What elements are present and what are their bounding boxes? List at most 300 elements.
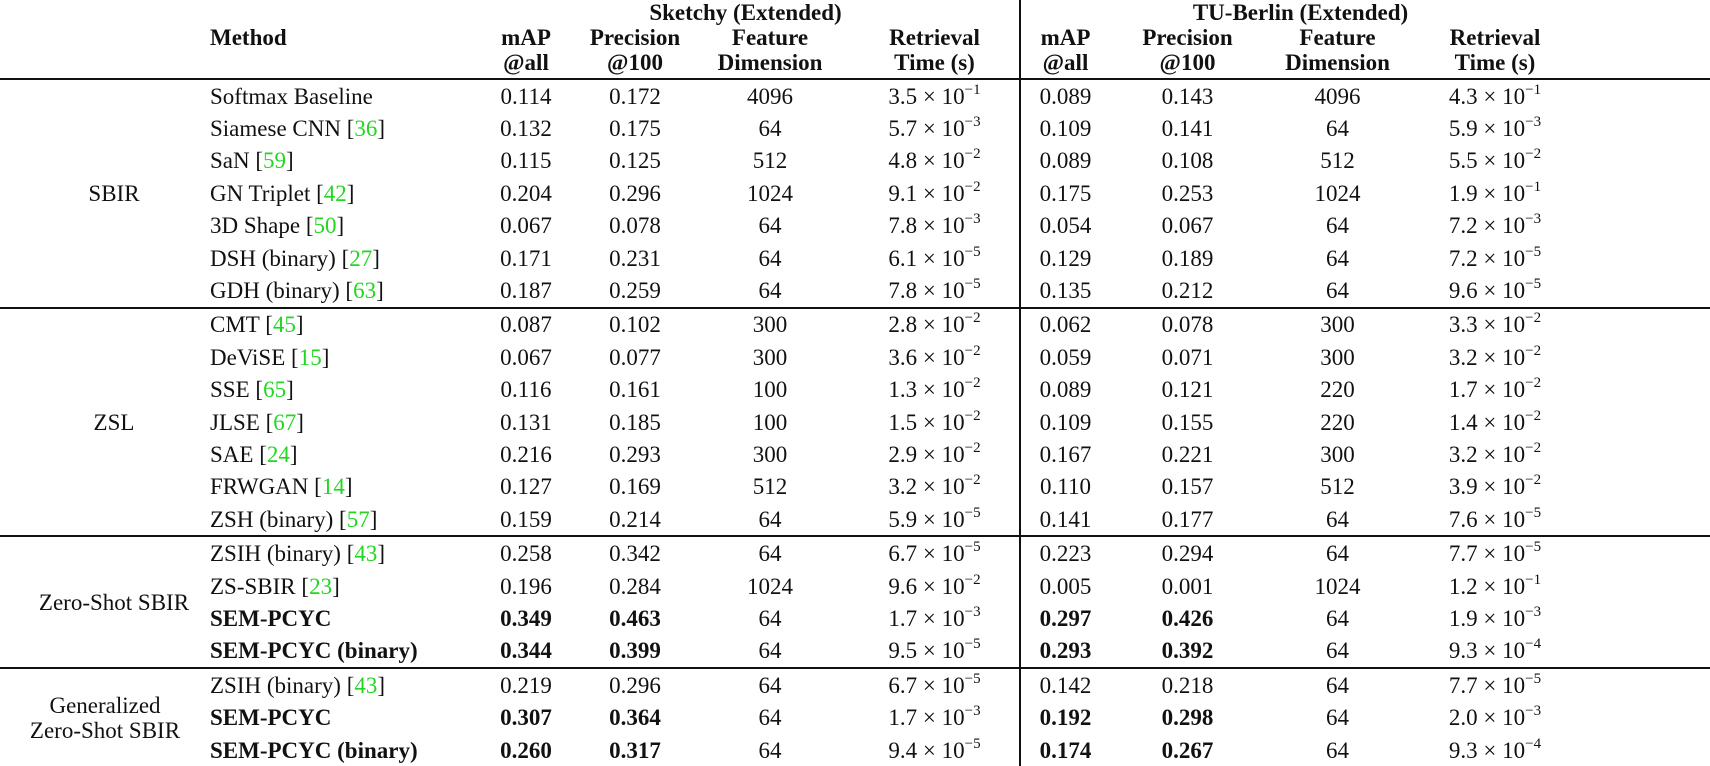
time-exponent: −2 — [964, 342, 981, 359]
sketchy-map-cell: 0.349 — [500, 605, 552, 631]
sketchy-dim-cell: 64 — [758, 705, 782, 731]
times-ten: × 10 — [1477, 506, 1526, 532]
times-ten: × 10 — [1477, 705, 1526, 731]
tuberlin-dim-cell: 1024 — [1314, 180, 1361, 206]
method-name: ZS-SBIR — [210, 573, 296, 599]
sketchy-prec-cell: 0.342 — [580, 536, 690, 569]
tuberlin-dim-cell: 300 — [1320, 344, 1355, 370]
sketchy-dim-cell: 64 — [758, 213, 782, 239]
spacer — [1580, 503, 1710, 536]
tuberlin-time-cell — [1410, 341, 1580, 373]
method-name: SSE — [210, 377, 250, 403]
time-mantissa: 1.9 — [1448, 605, 1478, 631]
time-mantissa: 3.3 — [1448, 312, 1478, 338]
method-cell — [210, 79, 472, 112]
times-ten: × 10 — [1477, 213, 1526, 239]
time-mantissa: 5.5 — [1448, 148, 1478, 174]
citation-link[interactable]: 57 — [346, 506, 370, 532]
time-mantissa: 6.7 — [888, 672, 918, 698]
table-row — [0, 602, 1710, 634]
column-header-line: Dimension — [1285, 50, 1390, 75]
citation-link[interactable]: 24 — [266, 441, 290, 467]
spacer — [1580, 374, 1710, 406]
tuberlin-map-cell: 0.142 — [1020, 668, 1110, 701]
sketchy-dim-cell: 100 — [752, 409, 788, 435]
column-header-line: Precision — [1142, 25, 1233, 50]
table-row — [0, 536, 1710, 569]
times-ten: × 10 — [917, 474, 965, 500]
sketchy-dim-cell: 64 — [758, 245, 782, 271]
tuberlin-time-cell — [1410, 374, 1580, 406]
sketchy-time-cell — [850, 570, 1020, 602]
method-cell: GDH (binary) [63] — [210, 278, 384, 304]
sketchy-prec-cell: 0.293 — [609, 441, 661, 467]
time-exponent: −5 — [964, 504, 981, 521]
citation-link[interactable]: 23 — [309, 573, 333, 599]
method-cell: FRWGAN [14] — [210, 474, 353, 500]
sketchy-time-cell — [850, 145, 1020, 177]
tuberlin-dim-cell: 64 — [1326, 245, 1349, 271]
tuberlin-map-cell: 0.089 — [1020, 79, 1110, 112]
times-ten: × 10 — [917, 344, 965, 370]
times-ten: × 10 — [917, 672, 965, 698]
group-label — [0, 79, 210, 308]
spacer — [1580, 536, 1710, 569]
time-exponent: −5 — [964, 243, 981, 260]
tuberlin-dim-cell: 64 — [1326, 116, 1349, 142]
times-ten: × 10 — [1477, 83, 1526, 109]
dataset-header-sketchy: Sketchy (Extended) — [649, 0, 842, 25]
column-header-line: Time (s) — [1454, 50, 1536, 75]
time-exponent: −4 — [1525, 735, 1542, 752]
sketchy-map-cell: 0.204 — [500, 180, 552, 206]
times-ten: × 10 — [1477, 541, 1526, 567]
time-mantissa: 3.2 — [1448, 344, 1478, 370]
sketchy-map-cell: 0.131 — [500, 409, 552, 435]
spacer — [1580, 701, 1710, 733]
table-row — [0, 374, 1710, 406]
time-mantissa: 5.9 — [888, 506, 918, 532]
sketchy-dim-cell: 300 — [752, 441, 788, 467]
method-name: SEM-PCYC — [210, 605, 332, 631]
sketchy-prec-cell: 0.296 — [609, 180, 661, 206]
time-exponent: −1 — [964, 81, 981, 98]
tuberlin-dim-cell: 300 — [1265, 308, 1410, 341]
tuberlin-dim-cell: 1024 — [1314, 573, 1361, 599]
time-mantissa: 4.8 — [888, 148, 918, 174]
tuberlin-dim-cell: 64 — [1326, 705, 1349, 731]
column-header-line: Retrieval — [1449, 25, 1541, 50]
spacer — [1580, 668, 1710, 701]
time-mantissa: 3.9 — [1448, 474, 1478, 500]
column-header-tuberlin-1 — [1110, 25, 1265, 79]
tuberlin-time-cell — [1410, 242, 1580, 274]
time-exponent: −1 — [1525, 571, 1542, 588]
time-exponent: −2 — [1525, 342, 1542, 359]
time-mantissa: 7.2 — [1448, 245, 1478, 271]
sketchy-prec-cell: 0.102 — [580, 308, 690, 341]
tuberlin-dim-cell: 64 — [1326, 506, 1349, 532]
table-row — [0, 274, 1710, 307]
time-exponent: −2 — [964, 310, 981, 327]
tuberlin-time-cell — [1410, 701, 1580, 733]
method-cell: ZS-SBIR [23] — [210, 573, 340, 599]
table-row — [0, 503, 1710, 536]
times-ten: × 10 — [917, 541, 965, 567]
sketchy-dim-cell: 64 — [758, 278, 782, 304]
tuberlin-prec-cell: 0.253 — [1161, 180, 1214, 206]
time-exponent: −5 — [1525, 670, 1542, 687]
tuberlin-map-cell: 0.174 — [1020, 734, 1110, 766]
sketchy-dim-cell: 512 — [752, 474, 788, 500]
sketchy-map-cell: 0.307 — [500, 705, 552, 731]
sketchy-dim-cell: 300 — [690, 308, 850, 341]
times-ten: × 10 — [917, 83, 965, 109]
times-ten: × 10 — [917, 312, 965, 338]
time-mantissa: 1.7 — [888, 705, 918, 731]
sketchy-time-cell — [850, 635, 1020, 668]
sketchy-time-cell — [850, 274, 1020, 307]
tuberlin-map-cell: 0.005 — [1020, 570, 1110, 602]
group-label-line: ZSL — [93, 409, 135, 435]
sketchy-dim-cell: 100 — [752, 377, 788, 403]
times-ten: × 10 — [1477, 474, 1526, 500]
sketchy-prec-cell: 0.175 — [609, 116, 661, 142]
time-exponent: −2 — [964, 407, 981, 424]
citation-link[interactable]: 42 — [323, 180, 347, 206]
citation-link[interactable]: 43 — [354, 672, 378, 698]
time-mantissa: 9.5 — [888, 638, 918, 664]
sketchy-map-cell: 0.219 — [472, 668, 580, 701]
table-row — [0, 635, 1710, 668]
sketchy-prec-cell: 0.259 — [609, 278, 661, 304]
time-mantissa: 5.7 — [888, 116, 918, 142]
time-exponent: −3 — [1525, 211, 1542, 228]
sketchy-dim-cell: 64 — [758, 638, 782, 664]
tuberlin-map-cell: 0.141 — [1020, 503, 1110, 536]
spacer — [1580, 341, 1710, 373]
method-name: GN Triplet — [210, 180, 311, 206]
column-header-sketchy-3 — [850, 25, 1020, 79]
tuberlin-prec-cell: 0.155 — [1161, 409, 1214, 435]
table-row — [0, 341, 1710, 373]
sketchy-dim-cell: 64 — [690, 668, 850, 701]
time-mantissa: 1.9 — [1448, 180, 1478, 206]
time-exponent: −5 — [964, 670, 981, 687]
times-ten: × 10 — [1477, 344, 1526, 370]
sketchy-map-cell: 0.127 — [500, 474, 552, 500]
sketchy-prec-cell: 0.077 — [609, 344, 661, 370]
tuberlin-prec-cell: 0.157 — [1161, 474, 1214, 500]
group-label — [0, 308, 210, 537]
sketchy-dim-cell: 64 — [758, 506, 782, 532]
sketchy-map-cell: 0.087 — [472, 308, 580, 341]
tuberlin-prec-cell: 0.143 — [1110, 79, 1265, 112]
times-ten: × 10 — [917, 737, 965, 763]
citation-link[interactable]: 45 — [272, 312, 296, 338]
sketchy-dim-cell: 1024 — [747, 180, 793, 206]
tuberlin-dim-cell: 64 — [1326, 737, 1349, 763]
column-header-tuberlin-2 — [1265, 25, 1410, 79]
method-name: JLSE — [210, 409, 260, 435]
sketchy-time-cell — [850, 734, 1020, 766]
tuberlin-prec-cell: 0.071 — [1161, 344, 1214, 370]
times-ten: × 10 — [1477, 573, 1526, 599]
tuberlin-dim-cell: 512 — [1320, 148, 1355, 174]
sketchy-time-cell — [850, 210, 1020, 242]
method-cell: JLSE [67] — [210, 409, 304, 435]
time-exponent: −3 — [964, 211, 981, 228]
tuberlin-prec-cell: 0.177 — [1161, 506, 1214, 532]
sketchy-prec-cell: 0.169 — [609, 474, 661, 500]
times-ten: × 10 — [1477, 377, 1526, 403]
method-cell — [210, 635, 472, 668]
time-exponent: −2 — [964, 375, 981, 392]
time-exponent: −3 — [1525, 114, 1542, 131]
spacer — [1580, 570, 1710, 602]
table-row — [0, 242, 1710, 274]
time-exponent: −4 — [1525, 636, 1542, 653]
time-mantissa: 9.1 — [888, 180, 918, 206]
sketchy-prec-cell: 0.231 — [609, 245, 661, 271]
tuberlin-map-cell: 0.297 — [1020, 602, 1110, 634]
sketchy-dim-cell: 512 — [752, 148, 788, 174]
times-ten: × 10 — [1477, 312, 1526, 338]
time-exponent: −2 — [1525, 375, 1542, 392]
sketchy-map-cell: 0.067 — [500, 213, 552, 239]
method-cell: CMT [45] — [210, 308, 472, 341]
sketchy-prec-cell: 0.317 — [609, 737, 661, 763]
times-ten: × 10 — [917, 638, 965, 664]
time-exponent: −2 — [964, 571, 981, 588]
sketchy-prec-cell: 0.399 — [609, 638, 661, 664]
time-exponent: −2 — [964, 146, 981, 163]
group-label-line: Zero-Shot SBIR — [38, 589, 190, 615]
time-exponent: −5 — [964, 539, 981, 556]
times-ten: × 10 — [917, 705, 965, 731]
method-cell: DeViSE [15] — [210, 344, 330, 370]
tuberlin-prec-cell: 0.267 — [1161, 737, 1214, 763]
group-label-line: Zero-Shot SBIR — [29, 717, 181, 743]
table-row — [0, 734, 1710, 766]
citation-link[interactable]: 63 — [353, 278, 377, 304]
times-ten: × 10 — [917, 605, 965, 631]
spacer — [1580, 274, 1710, 307]
times-ten: × 10 — [1477, 116, 1526, 142]
spacer — [1580, 79, 1710, 112]
times-ten: × 10 — [917, 180, 965, 206]
tuberlin-map-cell: 0.175 — [1020, 177, 1110, 209]
citation-link[interactable]: 50 — [313, 213, 337, 239]
method-cell: ZSIH (binary) [43] — [210, 536, 472, 569]
tuberlin-time-cell — [1410, 570, 1580, 602]
tuberlin-map-cell: 0.293 — [1020, 635, 1110, 668]
group-label-line: SBIR — [88, 180, 140, 206]
time-mantissa: 6.1 — [888, 245, 918, 271]
column-header-sketchy-0 — [472, 25, 580, 79]
tuberlin-dim-cell: 64 — [1265, 668, 1410, 701]
citation-link[interactable]: 43 — [354, 541, 378, 567]
method-name: Siamese CNN — [210, 116, 341, 142]
column-header-line: mAP — [501, 25, 551, 50]
tuberlin-map-cell: 0.110 — [1020, 471, 1110, 503]
time-exponent: −5 — [1525, 243, 1542, 260]
dataset-header-tuberlin: TU-Berlin (Extended) — [1020, 0, 1580, 25]
tuberlin-dim-cell: 220 — [1320, 377, 1355, 403]
sketchy-time-cell — [850, 242, 1020, 274]
column-header-line: Retrieval — [889, 25, 980, 50]
citation-link[interactable]: 14 — [321, 474, 345, 500]
column-header-line: Feature — [1299, 25, 1376, 50]
method-name: SaN — [210, 148, 250, 174]
tuberlin-prec-cell: 0.221 — [1161, 441, 1214, 467]
time-mantissa: 9.6 — [888, 573, 918, 599]
sketchy-map-cell: 0.114 — [472, 79, 580, 112]
citation-link[interactable]: 15 — [298, 344, 322, 370]
column-header-tuberlin-0 — [1020, 25, 1110, 79]
tuberlin-time-cell — [1410, 602, 1580, 634]
tuberlin-prec-cell: 0.108 — [1161, 148, 1214, 174]
spacer — [1580, 242, 1710, 274]
time-mantissa: 3.2 — [888, 474, 918, 500]
sketchy-prec-cell: 0.364 — [609, 705, 661, 731]
column-header-line: Feature — [731, 25, 809, 50]
sketchy-time-cell — [850, 341, 1020, 373]
time-mantissa: 2.8 — [888, 312, 918, 338]
spacer — [1580, 210, 1710, 242]
tuberlin-map-cell: 0.109 — [1020, 406, 1110, 438]
column-header-line: @100 — [607, 50, 663, 75]
method-cell: Siamese CNN [36] — [210, 116, 386, 142]
time-exponent: −1 — [1525, 178, 1542, 195]
time-mantissa: 7.2 — [1448, 213, 1478, 239]
column-header-line: @100 — [1159, 50, 1216, 75]
citation-link[interactable]: 67 — [273, 409, 297, 435]
time-mantissa: 3.5 — [888, 83, 918, 109]
times-ten: × 10 — [1477, 409, 1526, 435]
tuberlin-prec-cell: 0.294 — [1110, 536, 1265, 569]
times-ten: × 10 — [917, 278, 965, 304]
sketchy-time-cell — [850, 471, 1020, 503]
table-row — [0, 112, 1710, 144]
sketchy-prec-cell: 0.185 — [609, 409, 661, 435]
column-header-line: Dimension — [717, 50, 823, 75]
tuberlin-map-cell: 0.129 — [1020, 242, 1110, 274]
sketchy-time-cell — [850, 536, 1020, 569]
method-cell — [210, 734, 472, 766]
tuberlin-prec-cell: 0.121 — [1161, 377, 1214, 403]
column-header-line: @all — [503, 50, 549, 75]
column-header-sketchy-1 — [580, 25, 690, 79]
table-row — [0, 210, 1710, 242]
sketchy-map-cell: 0.216 — [500, 441, 552, 467]
time-exponent: −3 — [1525, 703, 1542, 720]
citation-link[interactable]: 65 — [263, 377, 287, 403]
tuberlin-time-cell — [1410, 635, 1580, 668]
tuberlin-prec-cell: 0.141 — [1161, 116, 1214, 142]
sketchy-dim-cell: 64 — [758, 116, 782, 142]
time-mantissa: 9.6 — [1448, 278, 1478, 304]
table-row — [0, 177, 1710, 209]
time-exponent: −3 — [964, 603, 981, 620]
tuberlin-map-cell: 0.089 — [1020, 145, 1110, 177]
time-exponent: −2 — [1525, 439, 1542, 456]
sketchy-dim-cell: 1024 — [747, 573, 793, 599]
column-header-tuberlin-3 — [1410, 25, 1580, 79]
column-header-row — [0, 25, 1710, 79]
method-cell: ZSIH (binary) [43] — [210, 668, 472, 701]
tuberlin-prec-cell: 0.189 — [1161, 245, 1214, 271]
time-mantissa: 9.3 — [1448, 737, 1478, 763]
citation-link[interactable]: 59 — [263, 148, 287, 174]
tuberlin-dim-cell: 64 — [1326, 638, 1349, 664]
tuberlin-map-cell: 0.167 — [1020, 438, 1110, 470]
time-exponent: −5 — [964, 735, 981, 752]
time-exponent: −2 — [1525, 310, 1542, 327]
results-body — [0, 79, 1710, 766]
sketchy-map-cell: 0.132 — [500, 116, 552, 142]
tuberlin-prec-cell: 0.067 — [1161, 213, 1214, 239]
tuberlin-time-cell — [1410, 471, 1580, 503]
time-exponent: −3 — [964, 703, 981, 720]
table-row — [0, 668, 1710, 701]
time-mantissa: 2.0 — [1448, 705, 1478, 731]
sketchy-dim-cell: 64 — [758, 737, 782, 763]
spacer — [1580, 145, 1710, 177]
table-row — [0, 406, 1710, 438]
method-name: Softmax Baseline — [210, 83, 373, 109]
tuberlin-time-cell — [1410, 438, 1580, 470]
time-mantissa: 5.9 — [1448, 116, 1478, 142]
time-mantissa: 2.9 — [888, 441, 918, 467]
sketchy-map-cell: 0.115 — [500, 148, 552, 174]
dataset-header-row — [0, 0, 1710, 25]
time-exponent: −5 — [1525, 276, 1542, 293]
time-mantissa: 7.7 — [1448, 672, 1478, 698]
time-mantissa: 3.2 — [1448, 441, 1478, 467]
sketchy-time-cell — [850, 701, 1020, 733]
tuberlin-map-cell: 0.223 — [1020, 536, 1110, 569]
sketchy-dim-cell: 300 — [752, 344, 788, 370]
tuberlin-map-cell: 0.059 — [1020, 341, 1110, 373]
spacer — [1580, 112, 1710, 144]
method-cell: SAE [24] — [210, 441, 298, 467]
method-cell — [210, 701, 472, 733]
citation-link[interactable]: 36 — [354, 116, 378, 142]
times-ten: × 10 — [1477, 638, 1526, 664]
sketchy-dim-cell: 64 — [758, 605, 782, 631]
method-name: ZSIH (binary) — [210, 541, 341, 567]
tuberlin-time-cell — [1410, 210, 1580, 242]
method-name: ZSIH (binary) — [210, 672, 341, 698]
table-row — [0, 308, 1710, 341]
citation-link[interactable]: 27 — [349, 245, 373, 271]
sketchy-dim-cell: 64 — [690, 536, 850, 569]
sketchy-map-cell: 0.159 — [500, 506, 552, 532]
method-name: FRWGAN — [210, 474, 309, 500]
times-ten: × 10 — [1477, 737, 1526, 763]
tuberlin-map-cell: 0.062 — [1020, 308, 1110, 341]
sketchy-dim-cell: 4096 — [690, 79, 850, 112]
sketchy-map-cell: 0.116 — [500, 377, 552, 403]
time-mantissa: 6.7 — [888, 541, 918, 567]
tuberlin-time-cell — [1410, 112, 1580, 144]
sketchy-time-cell — [850, 438, 1020, 470]
tuberlin-map-cell: 0.192 — [1020, 701, 1110, 733]
tuberlin-dim-cell: 64 — [1326, 605, 1349, 631]
times-ten: × 10 — [1477, 180, 1526, 206]
time-exponent: −2 — [1525, 407, 1542, 424]
